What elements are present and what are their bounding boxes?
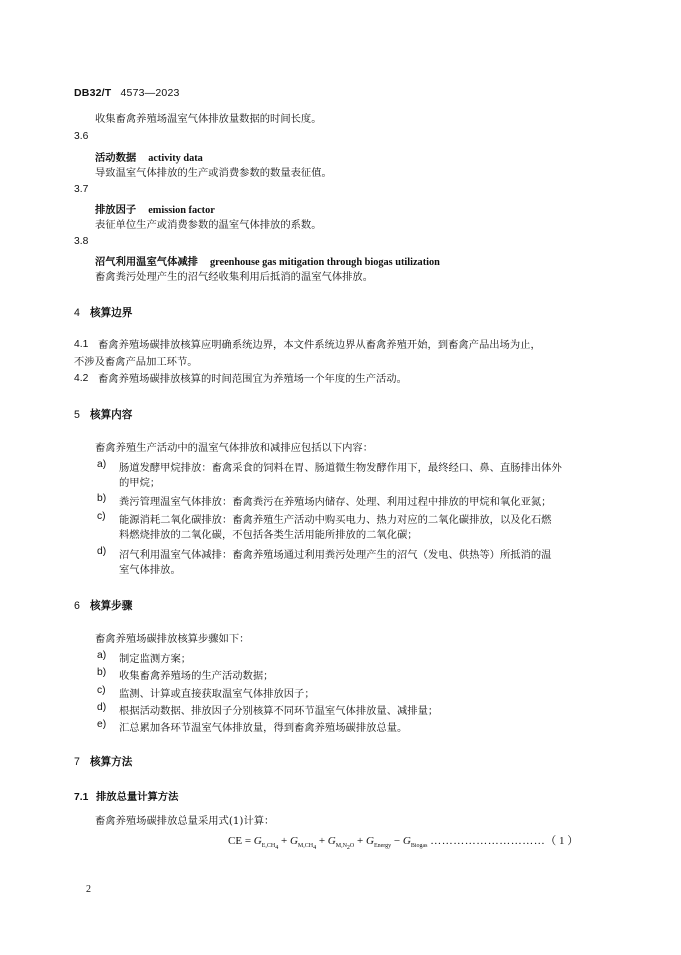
section-title: 核算步骤	[90, 600, 133, 612]
formula-leader-dots: …………………………	[430, 835, 546, 847]
term-heading	[95, 253, 440, 268]
formula-lead: 畜禽养殖场碳排放总量采用式(1)计算：	[95, 815, 275, 827]
list-marker: c)	[97, 511, 106, 522]
section-number: 4	[74, 307, 80, 319]
list-text: 汇总累加各环节温室气体排放量，得到畜禽养殖场碳排放总量。	[119, 722, 408, 734]
subsection-title: 排放总量计算方法	[96, 791, 179, 803]
list-item	[97, 719, 408, 734]
list-marker: c)	[97, 685, 106, 696]
formula-term: G	[365, 835, 374, 847]
term-en: greenhouse gas mitigation through biogas utilization	[209, 257, 440, 268]
list-text: 制定监测方案；	[119, 653, 192, 665]
equation-number: （ 1 ）	[545, 835, 579, 847]
list-text: 根据活动数据、排放因子分别核算不同环节温室气体排放量、减排量；	[119, 705, 439, 717]
standard-header	[74, 87, 180, 99]
list-text-cont: 室气体排放。	[119, 564, 181, 576]
section-heading	[74, 305, 132, 320]
formula-term: G	[327, 835, 336, 847]
term-heading	[95, 149, 203, 164]
list-text: 粪污管理温室气体排放：畜禽粪污在养殖场内储存、处理、利用过程中排放的甲烷和氧化亚氮；	[119, 496, 552, 508]
list-marker: a)	[97, 459, 107, 470]
list-text: 收集畜禽养殖场的生产活动数据；	[119, 670, 274, 682]
subsection-number: 7.1	[74, 792, 89, 803]
intro-line: 收集畜禽养殖场温室气体排放量数据的时间长度。	[95, 113, 322, 125]
section-title: 核算方法	[90, 756, 133, 768]
formula-sub: M,N	[335, 843, 347, 850]
term-zh: 排放因子	[95, 204, 137, 216]
subsection-heading	[74, 788, 178, 803]
clause-number: 4.1	[74, 339, 89, 350]
list-item	[97, 546, 552, 561]
clause-text: 不涉及畜禽产品加工环节。	[74, 356, 198, 368]
term-heading	[95, 201, 215, 216]
section-title: 核算内容	[90, 409, 133, 421]
section-lead: 畜禽养殖生产活动中的温室气体排放和减排应包括以下内容：	[95, 442, 374, 454]
term-zh: 活动数据	[95, 152, 137, 164]
formula-sub: 4	[275, 845, 279, 852]
list-item	[97, 650, 192, 665]
page-number: 2	[86, 884, 91, 895]
list-item	[97, 685, 315, 700]
list-marker: b)	[97, 493, 107, 504]
section-heading	[74, 598, 132, 613]
list-item	[97, 667, 274, 682]
clause-text: 畜禽养殖场碳排放核算的时间范围宜为养殖场一个年度的生产活动。	[98, 373, 407, 385]
formula-sub: Biogas	[410, 843, 428, 850]
section-number: 7	[74, 756, 80, 768]
section-heading	[74, 407, 132, 422]
term-definition: 表征单位生产或消费参数的温室气体排放的系数。	[95, 219, 322, 231]
formula-term: G	[402, 835, 411, 847]
list-marker: a)	[97, 650, 107, 661]
term-number: 3.8	[74, 236, 89, 247]
section-number: 5	[74, 409, 80, 421]
standard-code: DB32/T	[74, 87, 112, 99]
formula-sub: 2	[346, 845, 350, 852]
list-marker: d)	[97, 702, 107, 713]
list-item	[97, 459, 562, 474]
list-text: 能源消耗二氧化碳排放：畜禽养殖生产活动中购买电力、热力对应的二氧化碳排放，以及化石燃	[119, 514, 552, 526]
term-number: 3.7	[74, 184, 89, 195]
list-text-cont: 料燃烧排放的二氧化碳，不包括各类生活用能所排放的二氧化碳；	[119, 529, 418, 541]
formula-1: CE = $G_{E,CH_4} + G_{M,CH_4} + G_{M,N_2O} + G_{Energy} - G_{Biogas}$ …………………………（ 1 ）	[228, 835, 579, 852]
list-text: 肠道发酵甲烷排放：畜禽采食的饲料在胃、肠道微生物发酵作用下，最终经口、鼻、直肠排出体外	[119, 462, 562, 474]
list-marker: e)	[97, 719, 107, 730]
term-definition: 畜禽粪污处理产生的沼气经收集利用后抵消的温室气体排放。	[95, 271, 374, 283]
list-text: 沼气利用温室气体减排：畜禽养殖场通过利用粪污处理产生的沼气（发电、供热等）所抵消的温	[119, 549, 552, 561]
section-title: 核算边界	[90, 307, 133, 319]
formula-sub: Energy	[373, 843, 392, 850]
list-text-cont: 的甲烷；	[119, 477, 161, 489]
formula-lhs: CE	[228, 835, 243, 847]
section-lead: 畜禽养殖场碳排放核算步骤如下：	[95, 633, 250, 645]
section-number: 6	[74, 600, 80, 612]
list-item	[97, 702, 439, 717]
clause-text: 畜禽养殖场碳排放核算应明确系统边界，本文件系统边界从畜禽养殖开始，到畜禽产品出场为止，	[98, 339, 541, 351]
term-en: emission factor	[148, 205, 215, 216]
term-number: 3.6	[74, 131, 89, 142]
list-text: 监测、计算或直接获取温室气体排放因子；	[119, 688, 315, 700]
clause-number: 4.2	[74, 373, 89, 384]
list-item	[97, 493, 552, 508]
list-marker: d)	[97, 546, 107, 557]
formula-sub: O	[349, 843, 355, 850]
formula-term: G	[253, 835, 262, 847]
term-en: activity data	[148, 153, 203, 164]
formula-term: G	[289, 835, 298, 847]
formula-sub: E,CH	[261, 843, 276, 850]
formula-sub: M,CH	[297, 843, 314, 850]
term-definition: 导致温室气体排放的生产或消费参数的数量表征值。	[95, 167, 332, 179]
section-heading	[74, 754, 132, 769]
list-item	[97, 511, 552, 526]
term-zh: 沼气利用温室气体减排	[95, 256, 198, 268]
standard-number: 4573—2023	[120, 87, 180, 99]
list-marker: b)	[97, 667, 107, 678]
formula-sub: 4	[313, 845, 317, 852]
